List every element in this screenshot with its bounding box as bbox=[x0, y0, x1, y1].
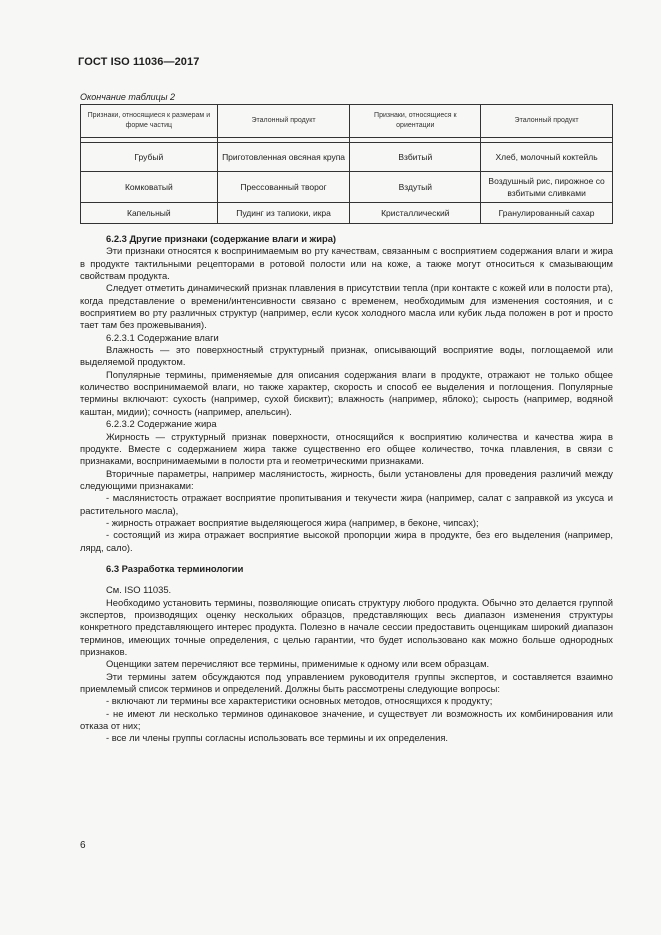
table-header-row bbox=[81, 105, 613, 138]
section-heading: 6.2.3 Другие признаки (содержание влаги и жира) bbox=[106, 233, 337, 244]
table-cell: Вздутый bbox=[350, 172, 481, 203]
table-cell: Хлеб, молочный коктейль bbox=[481, 143, 613, 172]
paragraph: Необходимо установить термины, позволяющие описать структуру любого продукта. Обычно это делается группой экспертов, производящих оценку нескольких образцов, представляющих весь диапазон изменения структуры конкретного представляющего интерес продукта. Полезно в начале сессии предоставить оценщикам широкий диапазон терминов, имеющих точные определения, с целью гарантии, что будет использовано как можно больше однородных признаков. bbox=[80, 596, 613, 657]
document-header: ГОСТ ISO 11036—2017 bbox=[78, 56, 200, 68]
list-item: - включают ли термины все характеристики основных методов, относящихся к продукту; bbox=[106, 695, 493, 707]
table-cell: Приготовленная овсяная крупа bbox=[217, 143, 350, 172]
table-cell: Комковатый bbox=[81, 172, 218, 203]
table-row bbox=[81, 143, 613, 172]
reference-line: См. ISO 11035. bbox=[106, 584, 172, 596]
table-cell: Гранулированный сахар bbox=[481, 203, 613, 224]
table-cell: Пудинг из тапиоки, икра bbox=[217, 203, 350, 224]
table-cell: Капельный bbox=[81, 203, 218, 224]
table-row bbox=[81, 203, 613, 224]
table-header-cell: Эталонный продукт bbox=[481, 105, 613, 138]
paragraph: Эти термины затем обсуждаются под управлением руководителя группы экспертов, и составляется взаимно приемлемый список терминов и определений. Должны быть рассмотрены следующие вопросы: bbox=[80, 670, 613, 695]
table-header-cell: Признаки, относящиеся к ориентации bbox=[350, 105, 481, 138]
list-item: - не имеют ли несколько терминов одинаковое значение, и существует ли возможность их комбинирования или отказа от них; bbox=[80, 707, 613, 732]
subsection-heading: 6.2.3.2 Содержание жира bbox=[106, 418, 217, 430]
page-number: 6 bbox=[80, 840, 86, 851]
document-body bbox=[80, 233, 613, 745]
paragraph: Популярные термины, применяемые для описания содержания влаги в продукте, отражают не только общее количество воспринимаемой влаги, но также характер, скорость и способ ее выделения и поглощения. Популярные термины включают: сухость (например, сухой бисквит); влажность (например, яблоко); сырость (например, водяной каштан, мидии); сочность (например, апельсин). bbox=[80, 368, 613, 417]
list-item: - маслянистость отражает восприятие пропитывания и текучести жира (например, салат с заправкой из уксуса и растительного масла), bbox=[80, 492, 613, 516]
subsection-heading: 6.2.3.1 Содержание влаги bbox=[106, 331, 219, 343]
table-header-cell: Признаки, относящиеся к размерам и форме частиц bbox=[81, 105, 218, 138]
paragraph: Эти признаки относятся к воспринимаемым во рту качествам, связанным с восприятием содержания влаги и жира в продукте тактильными рецепторами в ротовой полости или на коже, а также могут относиться к смазывающим свойствам продукта. bbox=[80, 245, 613, 282]
list-item: - все ли члены группы согласны использовать все термины и их определения. bbox=[106, 732, 449, 744]
section-heading: 6.3 Разработка терминологии bbox=[106, 562, 244, 574]
table-cell: Воздушный рис, пирожное со взбитыми сливками bbox=[481, 172, 613, 203]
comparison-table bbox=[80, 104, 613, 224]
paragraph: Жирность — структурный признак поверхности, относящийся к восприятию количества и качества жира в продукте. Вместе с содержанием жира также существенно его общее количество, точка плавления, в связи с признаками, воспринимаемыми в полости рта и геометрическими признаками. bbox=[80, 430, 613, 467]
table-header-cell: Эталонный продукт bbox=[217, 105, 350, 138]
paragraph: Вторичные параметры, например маслянистость, жирность, были установлены для проведения различий между следующими признаками: bbox=[80, 467, 613, 491]
table-cell: Грубый bbox=[81, 143, 218, 172]
paragraph: Влажность — это поверхностный структурный признак, описывающий восприятие воды, поглощаемой или выделяемой продуктом. bbox=[80, 344, 613, 368]
list-item: - жирность отражает восприятие выделяющегося жира (например, в беконе, чипсах); bbox=[106, 516, 479, 528]
table-cell: Взбитый bbox=[350, 143, 481, 172]
list-item: - состоящий из жира отражает восприятие высокой пропорции жира в продукте, без его выделения (например, лярд, сало). bbox=[80, 529, 613, 553]
table-cell: Кристаллический bbox=[350, 203, 481, 224]
table-cell: Прессованный творог bbox=[217, 172, 350, 203]
paragraph: Оценщики затем перечисляют все термины, применимые к одному или всем образцам. bbox=[106, 658, 490, 670]
table-row bbox=[81, 172, 613, 203]
table-caption: Окончание таблицы 2 bbox=[80, 92, 175, 102]
paragraph: Следует отметить динамический признак плавления в присутствии тепла (при контакте с кожей или в полости рта), когда представление о времени/интенсивности связано с временем, необходимым для изменения состояния, и с восприятием во рту различных структур (например, если кусок холодного масла или кубик льда положен в рот и просто тает там без прожевывания). bbox=[80, 282, 613, 331]
